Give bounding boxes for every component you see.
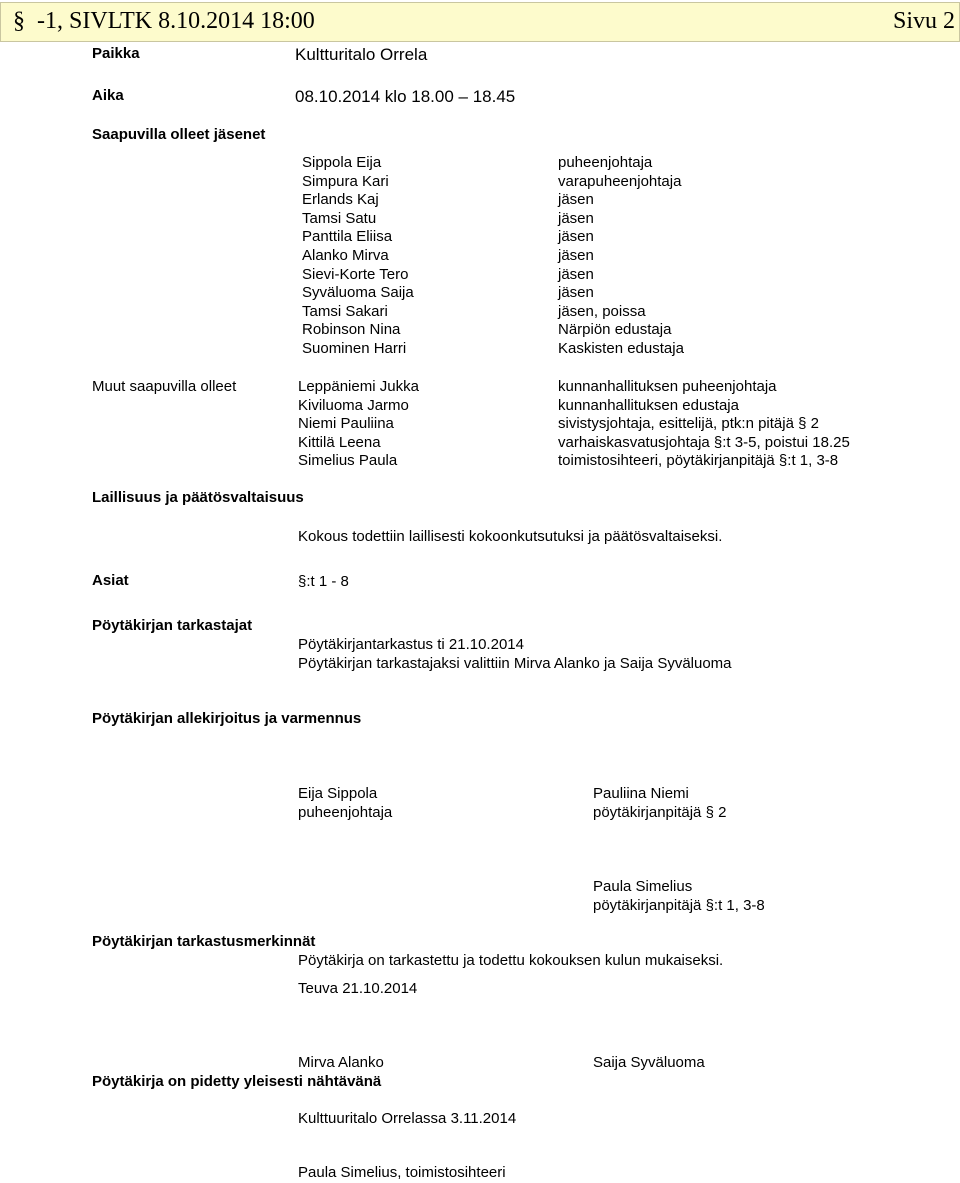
other-role: kunnanhallituksen edustaja: [558, 396, 739, 414]
matters-value: §:t 1 - 8: [298, 573, 349, 590]
member-role: puheenjohtaja: [558, 154, 653, 171]
others-roles: [558, 378, 850, 471]
member-name: Panttila Eliisa: [302, 228, 393, 246]
matters-label: Asiat: [92, 572, 129, 589]
others-names: [298, 378, 419, 471]
review-date: Pöytäkirjantarkastus ti 21.10.2014: [298, 636, 524, 653]
page-number: Sivu 2: [892, 8, 955, 34]
time-value: 08.10.2014 klo 18.00 – 18.45: [295, 87, 516, 106]
other-name: Niemi Pauliina: [298, 415, 394, 432]
member-name: Robinson Nina: [302, 321, 401, 339]
public-label: Pöytäkirja on pidetty yleisesti nähtävänä: [92, 1073, 382, 1090]
member-role: jäsen: [558, 191, 594, 209]
member-role: jäsen: [558, 265, 594, 283]
member-role: jäsen: [558, 209, 594, 227]
member-role: varapuheenjohtaja: [558, 172, 682, 190]
page-header: [0, 2, 960, 42]
review-marks-label: Pöytäkirjan tarkastusmerkinnät: [92, 933, 316, 950]
place-value: Kultturitalo Orrela: [295, 45, 428, 64]
signer-role: puheenjohtaja: [298, 804, 393, 821]
place-label: Paikka: [92, 45, 140, 62]
member-name: Sievi-Korte Tero: [302, 265, 409, 283]
other-role: varhaiskasvatusjohtaja §:t 3-5, poistui 18.25: [558, 433, 850, 451]
members-roles: [558, 154, 684, 359]
time-label: Aika: [92, 87, 124, 104]
other-name: Kiviluoma Jarmo: [298, 396, 409, 414]
member-role: jäsen: [558, 284, 594, 302]
signer-name: Eija Sippola: [298, 785, 378, 802]
reviewer-signature: Mirva Alanko: [298, 1054, 384, 1071]
member-role: jäsen: [558, 228, 594, 246]
other-name: Simelius Paula: [298, 452, 398, 469]
members-names: [302, 154, 414, 359]
other-role: kunnanhallituksen puheenjohtaja: [558, 378, 777, 395]
member-role: jäsen: [558, 246, 594, 264]
member-role: jäsen, poissa: [558, 302, 646, 320]
member-name: Sippola Eija: [302, 154, 382, 171]
public-signer: Paula Simelius, toimistosihteeri: [298, 1164, 506, 1181]
signer-role: pöytäkirjanpitäjä §:t 1, 3-8: [593, 897, 765, 914]
member-name: Alanko Mirva: [302, 246, 389, 264]
other-name: Leppäniemi Jukka: [298, 378, 419, 395]
other-role: toimistosihteeri, pöytäkirjanpitäjä §:t 1, 3-8: [558, 452, 839, 469]
member-name: Simpura Kari: [302, 172, 389, 190]
member-name: Syväluoma Saija: [302, 284, 414, 302]
reviewers-chosen: Pöytäkirjan tarkastajaksi valittiin Mirva Alanko ja Saija Syväluoma: [298, 655, 732, 672]
legality-label: Laillisuus ja päätösvaltaisuus: [92, 489, 304, 506]
member-role: Närpiön edustaja: [558, 321, 672, 339]
reviewer-signature: Saija Syväluoma: [593, 1054, 705, 1071]
review-place-date: Teuva 21.10.2014: [298, 980, 418, 997]
members-label: Saapuvilla olleet jäsenet: [92, 126, 266, 143]
signer-name: Paula Simelius: [593, 878, 693, 895]
member-name: Erlands Kaj: [302, 191, 379, 209]
legality-text: Kokous todettiin laillisesti kokoonkutsutuksi ja päätösvaltaiseksi.: [298, 528, 723, 545]
public-place-date: Kulttuuritalo Orrelassa 3.11.2014: [298, 1110, 517, 1127]
other-role: sivistysjohtaja, esittelijä, ptk:n pitäjä § 2: [558, 415, 819, 432]
member-name: Tamsi Sakari: [302, 302, 388, 320]
signing-label: Pöytäkirjan allekirjoitus ja varmennus: [92, 710, 362, 727]
other-name: Kittilä Leena: [298, 433, 381, 451]
member-role: Kaskisten edustaja: [558, 339, 684, 357]
review-marks-text: Pöytäkirja on tarkastettu ja todettu kokouksen kulun mukaiseksi.: [298, 952, 724, 969]
others-label: Muut saapuvilla olleet: [92, 378, 237, 395]
member-name: Tamsi Satu: [302, 209, 377, 227]
member-name: Suominen Harri: [302, 339, 407, 357]
signer-name: Pauliina Niemi: [593, 785, 689, 802]
reviewers-label: Pöytäkirjan tarkastajat: [92, 617, 253, 634]
signer-role: pöytäkirjanpitäjä § 2: [593, 804, 727, 821]
document-title: § -1, SIVLTK 8.10.2014 18:00: [13, 8, 315, 34]
